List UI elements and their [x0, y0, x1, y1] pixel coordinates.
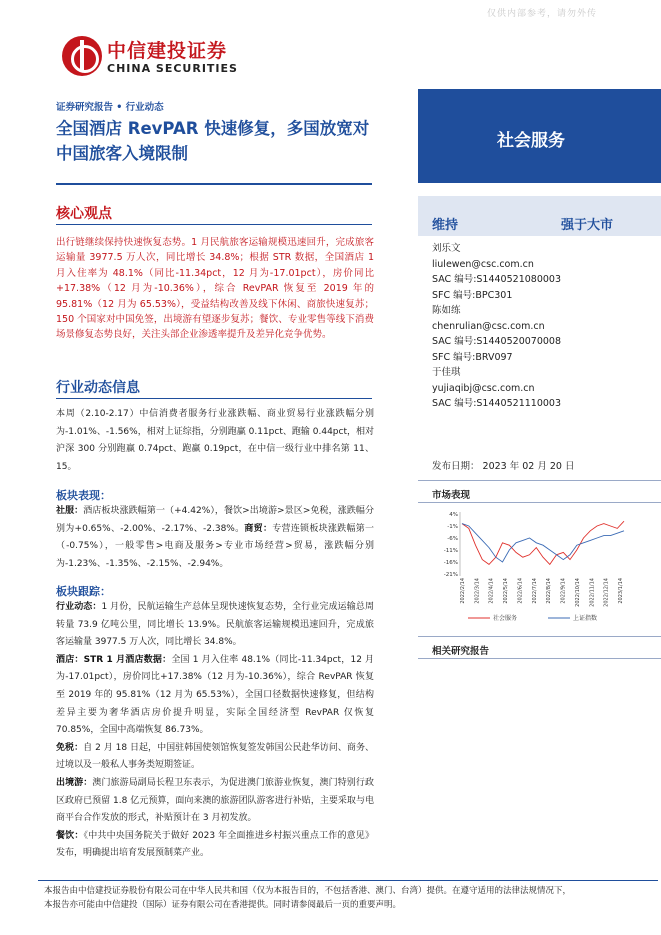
series-line — [462, 524, 624, 562]
x-tick-label: 2022/11/14 — [589, 578, 596, 607]
perf-retail-label: 商贸： — [244, 523, 273, 534]
y-tick-label: 4% — [449, 512, 458, 518]
analyst-name: 刘乐文 — [432, 243, 461, 254]
tracking-item-dutyfree — [56, 740, 374, 775]
perf-retail-text: 专营连锁板块涨跌幅第一（-0.75%），一般零售>电商及服务>专业市场经营>贸易，涨跌幅分别为-1.23%、-1.35%、-2.15%、-2.94%。 — [56, 523, 374, 569]
tracking-item-text: 全国 1 月入住率 48.1%（同比-11.34pct，12 月为-17.01pct），房价同比+17.38%（12 月为-10.36%），综合 RevPAR 恢复至 2019 年的 95.81%（12 月为 65.53%），全国口径数据快速修复，但结构差异主要为奢华酒店房价提升明显，实际全国经济型 RevPAR 仅恢复 70.85%，全国中高端恢复 86.73%。 — [56, 654, 374, 736]
company-name-en: CHINA SECURITIES — [107, 62, 238, 75]
y-tick-label: -16% — [443, 560, 458, 566]
disclaimer — [44, 884, 658, 912]
tracking-item-label: 行业动态： — [56, 602, 102, 612]
release-date: 发布日期： 2023 年 02 月 20 日 — [432, 461, 575, 472]
tracking-item-hotel — [56, 652, 374, 740]
analyst-email: chenrulian@csc.com.cn — [432, 320, 545, 332]
x-tick-label: 2023/1/14 — [618, 578, 624, 604]
legend-label: 社会服务 — [493, 615, 518, 622]
report-title-line2: 中国旅客入境限制 — [56, 144, 188, 163]
footer-divider — [38, 880, 658, 881]
x-tick-label: 2022/7/14 — [531, 578, 538, 604]
market-performance-chart — [432, 506, 632, 628]
legend-label: 上证指数 — [573, 615, 598, 622]
tracking-item-industry — [56, 599, 374, 652]
analyst-email: yujiaqibj@csc.com.cn — [432, 382, 535, 394]
y-tick-label: -21% — [443, 572, 458, 578]
tracking-item-label: 餐饮： — [56, 830, 84, 841]
performance-text — [56, 503, 374, 573]
watermark: 仅供内部参考，请勿外传 — [487, 9, 598, 19]
x-tick-label: 2022/8/14 — [546, 578, 553, 604]
tracking-item-label: 出境游： — [56, 777, 93, 788]
series-line — [462, 521, 624, 564]
sidebar-divider — [418, 480, 661, 481]
report-title — [56, 116, 416, 166]
related-reports-heading: 相关研究报告 — [432, 646, 490, 657]
analyst-sfc: SFC 编号:BRV097 — [432, 351, 513, 363]
perf-social-label: 社服： — [56, 506, 84, 516]
x-tick-label: 2022/6/14 — [517, 578, 524, 604]
sidebar-divider — [418, 658, 661, 659]
tracking-item-label: 免税： — [56, 742, 84, 753]
x-tick-label: 2022/4/14 — [488, 578, 495, 604]
analyst-name: 陈如练 — [432, 305, 461, 316]
analyst-sac: SAC 编号:S1440521080003 — [432, 274, 561, 285]
tracking-item-outbound — [56, 775, 374, 828]
x-tick-label: 2022/12/14 — [603, 578, 610, 607]
industry-news-divider — [56, 398, 372, 399]
y-tick-label: -6% — [447, 536, 458, 542]
core-view-heading: 核心观点 — [56, 206, 112, 222]
tracking-heading: 板块跟踪： — [56, 585, 111, 598]
disclaimer-line: 本报告由中信建投证券股份有限公司在中华人民共和国（仅为本报告目的，不包括香港、澳门、台湾）提供。在遵守适用的法律法规情况下， — [44, 886, 572, 896]
analyst-sac: SAC 编号:S1440521110003 — [432, 398, 561, 409]
weekly-intro-text: 本周（2.10-2.17）中信消费者服务行业涨跌幅、商业贸易行业涨跌幅分别为-1.01%、-1.56%，相对上证综指，分别跑赢 0.11pct、跑输 0.44pct，相对沪深 300 分别跑赢 0.74pct、跑赢 0.19pct，在中信一级行业中排名第 11、15。 — [56, 409, 374, 472]
analyst-list — [432, 241, 652, 412]
tracking-item-label: 酒店：STR 1 月酒店数据： — [56, 654, 172, 665]
company-logo-icon — [62, 36, 102, 76]
rating-value: 强于大市 — [561, 218, 614, 233]
title-divider — [56, 183, 372, 185]
x-tick-label: 2022/9/14 — [560, 578, 567, 604]
tracking-item-text: 1 月份，民航运输生产总体呈现快速恢复态势，全行业完成运输总周转量 73.9 亿吨公里，同比增长 13.9%。民航旅客运输规模迅速回升，完成旅客运输量 3977.5 万人次，同比增长 34.8%。 — [56, 602, 374, 648]
tracking-item-text: 澳门旅游局副局长程卫东表示，为促进澳门旅游业恢复，澳门特别行政区政府已预留 1.8 亿元预算，面向来澳的旅游团队游客进行补贴，主要采取与电商平台合作发放的形式，补贴预计在 3 月初发放。 — [56, 777, 374, 824]
tracking-list — [56, 599, 374, 863]
sidebar-divider — [418, 502, 661, 503]
x-tick-label: 2022/10/14 — [574, 578, 581, 607]
company-name-cn: 中信建投证券 — [107, 40, 228, 62]
tracking-item-text: 自 2 月 18 日起，中国驻韩国使领馆恢复签发韩国公民赴华访问、商务、过境以及一般私人事务类短期签证。 — [56, 742, 374, 771]
tracking-item-catering — [56, 828, 374, 863]
x-tick-label: 2022/3/14 — [474, 578, 481, 604]
y-tick-label: -11% — [443, 548, 458, 554]
core-view-divider — [56, 224, 372, 225]
core-view-text: 出行链继续保持快速恢复态势。1 月民航旅客运输规模迅速回升，完成旅客运输量 3977.5 万人次，同比增长 34.8%；根据 STR 数据，全国酒店 1 月入住率为 48.1%（同比-11.34pct，12 月为-17.01pct），房价同比+17.38%（12 月为-10.36%），综合 RevPAR 恢复至 2019 年的 95.81%（12 月为 65.53%），受益结构改善及线下休闲、商旅快速复苏；150 个国家对中国免签，出境游有望逐步复苏；餐饮、专业零售等线下消费场景修复态势良好，关注头部企业渗透率提升及差异化竞争优势。 — [56, 237, 374, 341]
x-tick-label: 2022/2/14 — [460, 578, 466, 604]
report-title-line1: 全国酒店 RevPAR 快速修复，多国放宽对 — [56, 119, 370, 138]
analyst-sac: SAC 编号:S1440520070008 — [432, 336, 561, 347]
sector-name: 社会服务 — [497, 131, 565, 151]
disclaimer-line: 本报告亦可能由中信建投（国际）证券有限公司在香港提供。同时请参阅最后一页的重要声明。 — [44, 900, 402, 910]
y-tick-label: -1% — [447, 524, 458, 530]
x-tick-label: 2022/5/14 — [503, 578, 510, 604]
performance-heading: 板块表现： — [56, 489, 111, 502]
analyst-email: liulewen@csc.com.cn — [432, 258, 534, 270]
analyst-name: 于佳琪 — [432, 367, 461, 378]
sidebar-divider — [418, 636, 661, 637]
perf-social-text: 酒店板块涨跌幅第一（+4.42%），餐饮>出境游>景区>免税，涨跌幅分别为+0.65%、-2.00%、-2.17%、-2.38%。 — [56, 506, 374, 534]
analyst-sfc: SFC 编号:BPC301 — [432, 289, 513, 301]
tracking-item-text: 《中共中央国务院关于做好 2023 年全面推进乡村振兴重点工作的意见》发布，明确提出培育发展预制菜产业。 — [56, 830, 374, 859]
rating-action: 维持 — [432, 218, 459, 233]
breadcrumb: 证券研究报告 • 行业动态 — [56, 102, 164, 113]
industry-news-heading: 行业动态信息 — [56, 380, 140, 396]
market-performance-heading: 市场表现 — [432, 490, 471, 501]
